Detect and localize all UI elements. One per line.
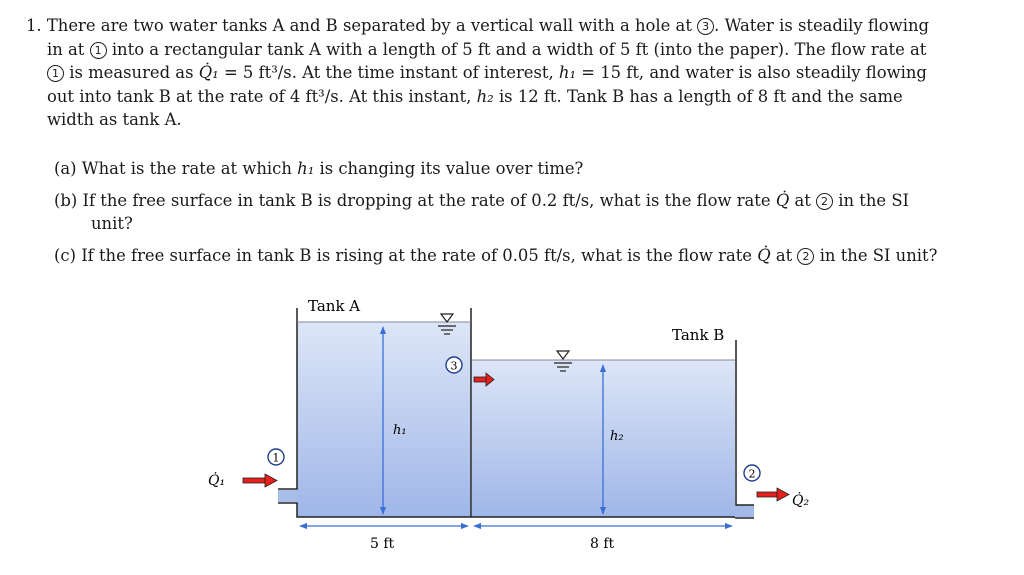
h2-symbol: h₂ (476, 86, 494, 106)
text-span: is measured as (69, 63, 194, 83)
inflow-arrow (243, 474, 277, 487)
problem-line-1: 1. There are two water tanks A and B separated by a vertical wall with a hole at 3 . Water is steadily flowing (26, 16, 929, 35)
marker-3-label: 3 (450, 359, 458, 373)
text-span: into a rectangular tank A with a length of 5 ft and a width of 5 ft (into the paper). The flow rate at (111, 39, 927, 59)
text-span: What is the rate at which (81, 159, 292, 178)
h1-label: h₁ (393, 423, 407, 438)
length-b-label: 8 ft (590, 536, 615, 552)
inlet-pipe-water (278, 490, 298, 502)
point-2-marker: 2 (797, 248, 814, 265)
text-span: There are two water tanks A and B separated by a vertical wall with a hole at (46, 16, 692, 35)
text-span: in the SI (838, 191, 910, 210)
length-a-label: 5 ft (370, 536, 395, 552)
question-label: (c) (54, 246, 76, 265)
question-label: (b) (54, 191, 78, 210)
marker-1 (268, 449, 284, 465)
text-span: is changing its value over time? (319, 159, 584, 178)
point-2-marker: 2 (816, 193, 833, 210)
text-span: = 5 ft³/s. At the time instant of interest, (223, 63, 554, 83)
text-span: out into tank B at the rate of 4 ft³/s. At this instant, (47, 86, 472, 106)
text-span: If the free surface in tank B is rising at the rate of 0.05 ft/s, what is the flow rate (81, 246, 753, 265)
text-span: width as tank A. (47, 110, 182, 130)
point-3-marker: 3 (697, 18, 714, 35)
q2-diagram-label: Q̇₂ (792, 493, 810, 509)
text-span: at (794, 191, 811, 210)
tank-a-label: Tank A (308, 297, 361, 315)
outflow-arrow (757, 488, 789, 501)
text-span: Water is steadily flowing (724, 16, 929, 35)
marker-3 (446, 357, 462, 373)
marker-1-label: 1 (272, 451, 280, 465)
text-span: = 15 ft, and water is also steadily flowing (581, 63, 927, 83)
q1-symbol: Q̇₁ (198, 63, 219, 83)
question-b-continuation: unit? (91, 214, 133, 233)
text-span: in at (47, 39, 85, 59)
tank-a-water (297, 322, 471, 517)
q1-diagram-label: Q̇₁ (208, 473, 226, 489)
text-span: in the SI unit? (819, 246, 938, 265)
text-span: at (775, 246, 793, 265)
text-span: is 12 ft. Tank B has a length of 8 ft and the same (498, 86, 903, 106)
h1-symbol: h₁ (297, 159, 315, 178)
text-span: If the free surface in tank B is dropping at the rate of 0.2 ft/s, what is the flow rate (82, 191, 771, 210)
qdot-symbol: Q̇ (775, 191, 790, 210)
point-1-marker: 1 (47, 65, 64, 82)
problem-number: 1. (26, 16, 42, 35)
point-1-marker: 1 (90, 42, 107, 59)
marker-2 (744, 465, 760, 481)
question-label: (a) (54, 159, 77, 178)
outlet-pipe-water (734, 505, 754, 517)
qdot-symbol: Q̇ (757, 246, 771, 265)
h2-label: h₂ (610, 429, 624, 444)
h1-symbol: h₁ (558, 63, 577, 83)
tank-b-label: Tank B (672, 326, 725, 344)
marker-2-label: 2 (748, 467, 756, 481)
